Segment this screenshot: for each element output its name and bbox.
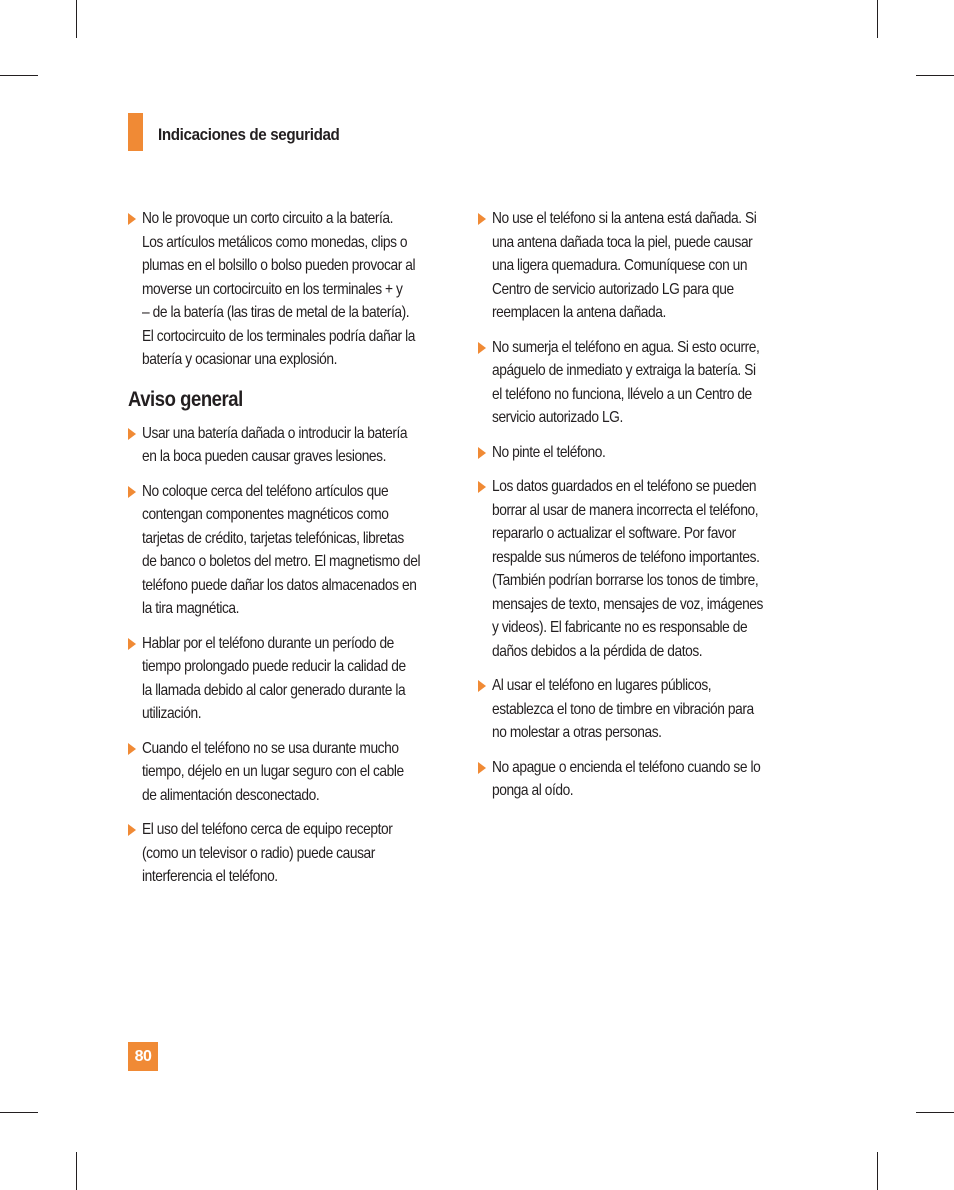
- list-item: [128, 818, 463, 889]
- list-item-text: Hablar por el teléfono durante un período de tiempo prolongado puede reducir la calidad de la llamada debido al calor generado durante la utilización.: [142, 634, 406, 722]
- bullet-arrow-icon: [478, 481, 486, 493]
- list-item: [478, 475, 798, 663]
- page-header-title: Indicaciones de seguridad: [158, 126, 340, 144]
- bullet-arrow-icon: [478, 762, 486, 774]
- bullet-arrow-icon: [128, 638, 136, 650]
- crop-mark: [877, 0, 878, 38]
- crop-mark: [76, 1152, 77, 1190]
- list-item-text: No sumerja el teléfono en agua. Si esto ocurre, apáguelo de inmediato y extraiga la batería. Si el teléfono no funciona, llévelo a un Centro de servicio autorizado LG.: [492, 338, 760, 426]
- bullet-arrow-icon: [478, 447, 486, 459]
- bullet-arrow-icon: [128, 824, 136, 836]
- left-column: [128, 207, 463, 900]
- list-item: [128, 207, 463, 372]
- list-item: [478, 441, 798, 465]
- bullet-arrow-icon: [478, 342, 486, 354]
- list-item-text: No apague o encienda el teléfono cuando se lo ponga al oído.: [492, 758, 761, 799]
- bullet-arrow-icon: [478, 680, 486, 692]
- crop-mark: [0, 1112, 38, 1113]
- bullet-arrow-icon: [128, 428, 136, 440]
- crop-mark: [916, 75, 954, 76]
- list-item-text: Cuando el teléfono no se usa durante mucho tiempo, déjelo en un lugar seguro con el cable de alimentación desconectado.: [142, 739, 404, 804]
- bullet-arrow-icon: [128, 486, 136, 498]
- list-item-text: El uso del teléfono cerca de equipo receptor (como un televisor o radio) puede causar interferencia el teléfono.: [142, 821, 393, 885]
- list-item: [128, 422, 463, 469]
- list-item: [478, 674, 798, 745]
- crop-mark: [916, 1112, 954, 1113]
- list-item-text: Al usar el teléfono en lugares públicos, establezca el tono de timbre en vibración para no molestar a otras personas.: [492, 677, 754, 741]
- list-item-text: Usar una batería dañada o introducir la batería en la boca pueden causar graves lesiones.: [142, 424, 408, 465]
- right-column: [478, 207, 798, 814]
- header-accent-bar: [128, 113, 143, 151]
- crop-mark: [76, 0, 77, 38]
- list-item-text: No pinte el teléfono.: [492, 443, 606, 461]
- list-item: [128, 632, 463, 726]
- list-item-text: Los datos guardados en el teléfono se pueden borrar al usar de manera incorrecta el teléfono, repararlo o actualizar el software. Por favor respalde sus números de teléfono importantes. (También podrían borrarse los tonos de timbre, mensajes de texto, mensajes de voz, imágenes y videos). El fabricante no es responsable de daños debidos a la pérdida de datos.: [492, 478, 763, 660]
- section-title: Aviso general: [128, 387, 243, 411]
- list-item-text: No coloque cerca del teléfono artículos que contengan componentes magnéticos como tarjetas de crédito, tarjetas telefónicas, libretas de banco o boletos del metro. El magnetismo del teléfono puede dañar los datos almacenados en la tira magnética.: [142, 482, 421, 617]
- list-item-text: No use el teléfono si la antena está dañada. Si una antena dañada toca la piel, puede causar una ligera quemadura. Comuníquese con un Centro de servicio autorizado LG para que reemplacen la antena dañada.: [492, 210, 757, 321]
- page-number: 80: [128, 1042, 158, 1071]
- bullet-arrow-icon: [128, 213, 136, 225]
- bullet-arrow-icon: [128, 743, 136, 755]
- crop-mark: [877, 1152, 878, 1190]
- list-item: [478, 336, 798, 430]
- list-item: [128, 480, 463, 621]
- bullet-arrow-icon: [478, 213, 486, 225]
- crop-mark: [0, 75, 38, 76]
- list-item: [128, 737, 463, 808]
- list-item: [478, 207, 798, 325]
- list-item-text: No le provoque un corto circuito a la batería. Los artículos metálicos como monedas, clips o plumas en el bolsillo o bolso pueden provocar al moverse un cortocircuito en los terminales + y – de la batería (las tiras de metal de la batería). El cortocircuito de los terminales podría dañar la batería y ocasionar una explosión.: [142, 210, 416, 368]
- list-item: [478, 756, 798, 803]
